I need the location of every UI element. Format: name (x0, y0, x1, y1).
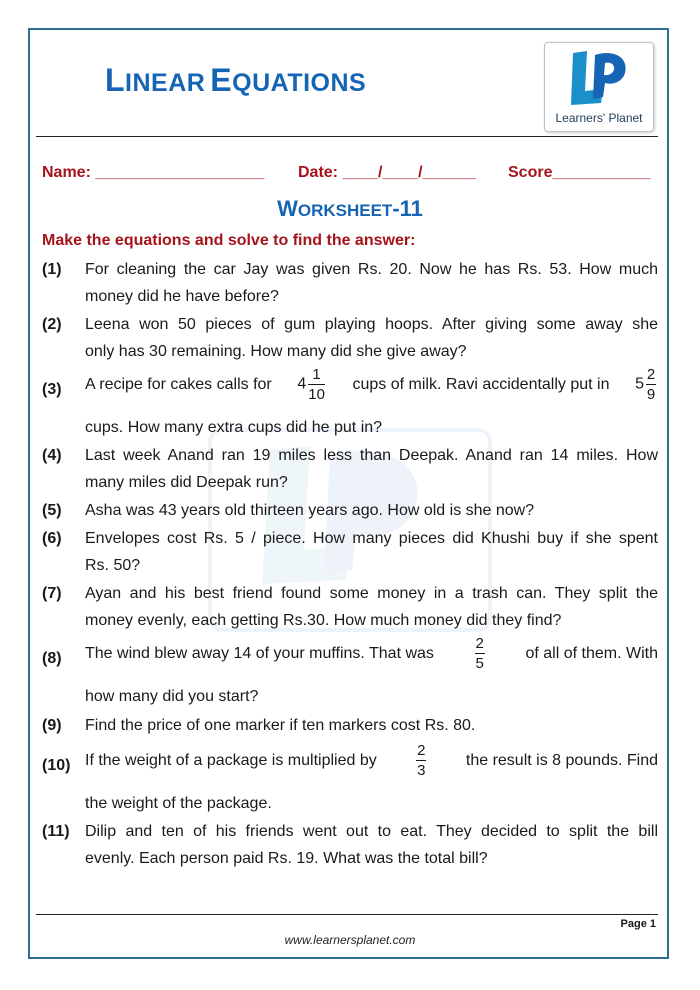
fraction-denominator: 5 (475, 654, 484, 672)
question-text-continued: money evenly, each getting Rs.30. How much money did they find? (85, 612, 562, 629)
instruction-text: Make the equations and solve to find the answer: (42, 232, 416, 249)
question-number: (4) (42, 447, 62, 464)
question-number: (1) (42, 261, 62, 278)
lp-logo-icon (565, 47, 635, 111)
fraction-whole: 5 (635, 375, 644, 393)
worksheet-title (0, 196, 700, 222)
question-text-part: A recipe for cakes calls for (85, 375, 272, 393)
question-number: (6) (42, 530, 62, 547)
fraction (475, 635, 485, 672)
fraction-denominator: 9 (646, 385, 656, 403)
question-text (85, 740, 658, 780)
date-field[interactable]: Date: ____/____/______ (298, 164, 476, 181)
page-number: Page 1 (620, 918, 656, 930)
question-text-continued: the weight of the package. (85, 795, 272, 812)
fraction-numerator: 2 (646, 365, 656, 383)
question-text-continued: many miles did Deepak run? (85, 474, 288, 491)
header-divider (36, 136, 658, 137)
worksheet-title-number: -11 (392, 196, 423, 221)
worksheet-title-rest: ORKSHEET (297, 201, 393, 220)
question-text-part: The wind blew away 14 of your muffins. That was (85, 644, 434, 662)
question-number: (11) (42, 823, 70, 840)
question-text: Dilip and ten of his friends went out to eat. They decided to split the bill (85, 823, 658, 840)
fraction-bar (416, 760, 426, 761)
page-title (105, 62, 366, 99)
question-number: (10) (42, 757, 71, 774)
mixed-fraction (635, 366, 658, 403)
title-rest-2: QUATIONS (232, 69, 367, 97)
fraction-whole: 4 (297, 375, 307, 393)
question-number: (5) (42, 502, 62, 519)
question-text (85, 633, 658, 673)
title-initial-1: L (105, 62, 126, 98)
question-text-part: of all of them. With (525, 644, 658, 662)
question-text: Ayan and his best friend found some money in a trash can. They split the (85, 585, 658, 602)
question-text-continued: cups. How many extra cups did he put in? (85, 419, 383, 436)
question-number: (7) (42, 585, 62, 602)
fraction-numerator: 2 (417, 741, 426, 759)
fraction-numerator: 1 (312, 365, 321, 383)
question-text: Find the price of one marker if ten markers cost Rs. 80. (85, 717, 476, 734)
question-number: (8) (42, 650, 62, 667)
question-text (85, 364, 658, 404)
name-field[interactable]: Name: ___________________ (42, 164, 265, 181)
question-text: Asha was 43 years old thirteen years ago. How old is she now? (85, 502, 535, 519)
question-text: For cleaning the car Jay was given Rs. 20. Now he has Rs. 53. How much (85, 261, 658, 278)
fraction-denominator: 3 (417, 761, 426, 779)
question-text-part: If the weight of a package is multiplied by (85, 751, 377, 769)
question-text: Last week Anand ran 19 miles less than Deepak. Anand ran 14 miles. How (85, 447, 658, 464)
question-text-part: cups of milk. Ravi accidentally put in (352, 375, 610, 393)
question-text-continued: only has 30 remaining. How many did she give away? (85, 343, 467, 360)
fraction (646, 366, 656, 403)
title-rest-1: INEAR (125, 69, 206, 97)
question-text-continued: money did he have before? (85, 288, 279, 305)
score-field[interactable]: Score___________ (508, 164, 651, 181)
question-text-continued: Rs. 50? (85, 557, 141, 574)
question-text: Envelopes cost Rs. 5 / piece. How many pieces did Khushi buy if she spent (85, 530, 658, 547)
website-link[interactable]: www.learnersplanet.com (284, 933, 416, 947)
question-text-part: the result is 8 pounds. Find (465, 751, 658, 769)
learners-planet-logo (544, 42, 654, 132)
logo-caption: Learners' Planet (555, 111, 643, 125)
mixed-fraction (297, 366, 327, 403)
fraction-bar (475, 653, 485, 654)
question-text-continued: how many did you start? (85, 688, 259, 705)
question-number: (2) (42, 316, 62, 333)
fraction-bar (646, 384, 656, 385)
question-text: Leena won 50 pieces of gum playing hoops. After giving some away she (85, 316, 658, 333)
fraction-numerator: 2 (475, 634, 484, 652)
worksheet-title-initial: W (277, 196, 298, 221)
question-number: (9) (42, 717, 62, 734)
question-number: (3) (42, 381, 62, 398)
footer-divider (36, 914, 658, 915)
fraction (308, 366, 325, 403)
fraction-denominator: 10 (308, 385, 325, 403)
title-initial-2: E (210, 62, 233, 98)
fraction-bar (308, 384, 325, 385)
question-text-continued: evenly. Each person paid Rs. 19. What was the total bill? (85, 850, 488, 867)
fraction (416, 742, 426, 779)
